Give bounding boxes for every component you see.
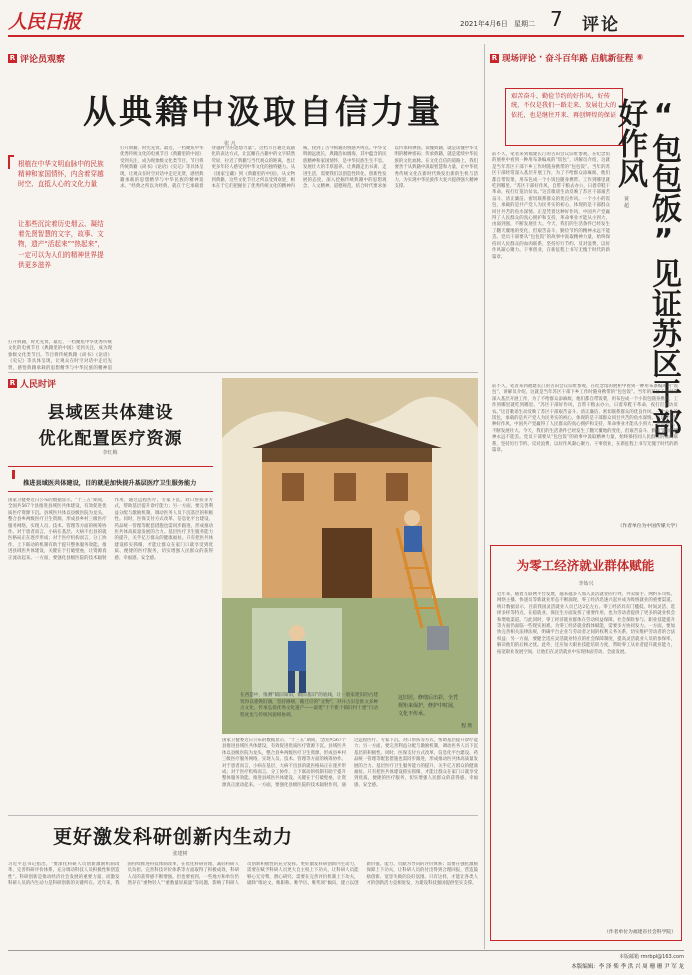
observation-section-label xyxy=(8,377,56,390)
scene-footnote: （作者单位为中国传媒大学） xyxy=(617,524,680,529)
scene-section-text: 现场评论 xyxy=(502,54,537,64)
page-name: 评论 xyxy=(582,15,620,35)
flexible-body: 近年来，随着互联网平台发展，越来越多人加入灵活就业的行列，外卖骑手、网约车司机、网络主播、快递员等新就业形态不断涌现，零工经济迅速兴起并成为吸纳就业的重要渠道。统计数据显示，目前我国灵活就业人员已达2亿左右。零工经济具有门槛低、时间灵活、选择多样等特点，在稳就业、保民生方面发挥了重要作用，也为劳动者提供了更多的就业机会和增收渠道。与此同时，零工经济就业群体在劳动权益保障、社会保险参与、职业技能提升等方面仍面临一些现实困难。为零工经济就业群体赋能，需要多方协同发力。一方面，要加快完善相关法律法规，明确平台企业与劳动者之间的权利义务关系，切实维护劳动者的合法权益；另一方面，要健全适应灵活就业特点的社会保障制度，提高灵活就业人员的参保率，解决他们的后顾之忧。此外，还应加大职业技能培训力度，帮助零工从业者提升就业能力，拓宽职业发展空间，让他们在灵活就业中实现体面劳动、全面发展。 xyxy=(497,592,675,655)
commentator-author: 张 凡 xyxy=(224,141,236,147)
weekday-text: 星期二 xyxy=(513,20,535,28)
scene-quote-box xyxy=(505,88,623,146)
flexible-footnote: （作者单位为福建省社会科学院） xyxy=(604,930,676,935)
scene-body-narrow: 前不久，笔者来到福建长汀的古田会议旧址参观，在纪念馆的展柜中看到一种用布条编成的“饭包”，讲解员介绍，这就是当年苏区干部下乡工作时随身携带的“包包饭”。当年的苏区干部经常深入基层开展工作，为了不给群众添麻烦，他们都自带饭菜，用布包成一个小饭包随身携带，工作到哪里就吃到哪里。“苏区干部好作风，自带干粮去办公，日着草鞋干革命，夜打灯笼访贫农。”这首歌谣生动反映了苏区干部艰苦奋斗、清正廉洁、密切联系群众的优良作风。一个小小的饭包，承载的是共产党人为民务实的初心，体现的是干部群众同甘共苦的鱼水深情。正是凭着这种好作风，中国共产党赢得了人民群众的真心拥护和支持，革命事业才能从小到大、由弱到强，不断发展壮大。今天，我们的生活条件已经发生了翻天覆地的变化，但艰苦奋斗、勤俭节约的精神永远不能丢。党员干部要从“包包饭”的故事中汲取精神力量，始终保持同人民群众的血肉联系，坚持厉行节约、反对浪费，以好作风凝心聚力、干事创业，在新征程上书写无愧于时代的新篇章。 xyxy=(492,152,610,260)
observation-body: 国家卫健委近日公布的数据显示，“十三五”期间，全国共567个县推进县域医共体建设，有效促进优质医疗资源下沉。县域医共体以县级医院为龙头，整合县乡两级医疗卫生资源，形成县乡村三级医疗服务网络，实现人员、技术、管理等方面的统筹协作。对于患者而言，小病在基层、大病不出县的就医格局正在逐步形成；对于医疗机构而言，分工协作、上下联动的机制有助于提升整体服务效能。推进县域医共体建设，关键在于打破壁垒，让资源真正流动起来。一方面，要强化县级医院的技术辐射作用，通过远程医疗、专家下沉、对口帮扶等方式，帮助基层提升诊疗能力；另一方面，要完善利益分配与激励机制，调动医务人员下沉基层的积极性。同时，医保支付方式改革、信息化平台建设、药品统一管理等配套措施也需同步跟进，形成推动医共体高质量发展的合力。基层医疗卫生服务能力的提升，关乎亿万群众的健康福祉。只有把医共体建设抓实抓细，才能让群众在家门口就享受到优质、便捷的医疗服务，切实增强人民群众的获得感、幸福感、安全感。 xyxy=(8,498,213,561)
commentator-section-text: 评论员观察 xyxy=(20,55,66,65)
flexible-headline: 为零工经济就业群体赋能 xyxy=(516,558,655,573)
commentator-pullquote xyxy=(8,155,112,345)
innovation-author: 张建树 xyxy=(172,851,188,857)
scene-section-label xyxy=(490,52,643,64)
masthead-rule xyxy=(8,35,684,37)
innovation-body: 习近平总书记指出，“要深化科研人员创新激励机制改革，完善科研评价体系，充分调动科技人员积极性和创造性”。科研创新是推动经济社会发展的重要力量，而激发科研人员的内生动力是科研创新的关键所在。近年来，我国持续推进科技体制改革，在优化科研管理、减轻科研人员负担、完善科技评价体系等方面取得了积极成效，科研人员的获得感不断增强。但也要看到，一些地方和单位仍然存在“重物轻人”“重数量轻质量”等问题，影响了科研人员创新积极性的充分发挥。更好激发科研创新内生动力，需要在赋予科研人员更大自主权上下功夫，让科研人员能够心无旁骛、潜心研究；需要在完善评价机制上下功夫，破除“唯论文、唯职称、唯学历、唯奖项”倾向，建立以创新价值、能力、贡献为导向的评价体系；需要在强化激励保障上下功夫，让科研人员的付出得到合理回报，营造鼓励创新、宽容失败的良好氛围。只有这样，才能让各类人才的创新活力竞相迸发，为建设科技强国提供坚实支撑。 xyxy=(8,862,478,887)
issue-date xyxy=(460,19,535,29)
illustration-caption: 在西造中，推测”镇旧知旧，镇旧基旧”的底线，让一般家建旧的古建筑得以重焕旧旗，坚持修缮，搬迁应的”文物”，对并古旧是推文多种古文化，传承弘扬优秀文化遗产——最建”十个新十镇旧村十建”行动程度也与传统风貌相协调。 xyxy=(240,693,378,718)
pullquote-text-1: 根植在中华文明血脉中的民族精神和家国情怀，内含着穿越时空、直抵人心的文化力量 xyxy=(18,160,104,189)
section-marker-icon: R xyxy=(9,54,16,62)
section-divider xyxy=(8,372,478,373)
observation-lead xyxy=(8,466,213,492)
commentator-body: 打开典籍，时光先贤。最近，一档聚焦中华优秀传统文化的电视节目《典籍里的中国》受到关注，成为现象级文化类节目。节目将传统典籍《尚书》《论语》《史记》等具体呈现，让观众在时空对话中走近先贤，感悟典籍承载的思想精华与中华民族的精神追求。“经典之所以为经典，就在于它承载着穿越时空的思想力量”。这档节目通过戏剧化的表达方式，让沉睡在古籍中的文字跃然荧屏，拉近了典籍与当代观众的距离，也让更多年轻人感受到中华文化的独特魅力。从《国家宝藏》到《典籍里的中国》，从文物到典籍，这些文化节目之所以受到欢迎，根本在于它们把握住了优秀传统文化的精神内核，找到了古今相通的情感共鸣点。中华文明源远流长，典籍浩如烟海，其中蕴含的民族精神和家国情怀，是中华民族生生不息、发展壮大的丰厚滋养。让典籍走出书斋、走进生活，需要我们以创造性转化、创新性发展的态度，深入挖掘传统典籍中的思想观念、人文精神、道德规范，结合时代要求加以传承和弹扬。读懂典籍，就是读懂中华文明的精神密码；传承典籍，就是延续中华民族的文化血脉。在文化自信的道路上，我们要善于从典籍中汲取智慧和力量，让中华优秀传统文化在新时代焕发出新的生机与活力，为实现中华民族伟大复兴提供强大精神支撑。 xyxy=(120,146,478,190)
footer-note: 本版邮箱 rmrbpl@163.com xyxy=(618,954,684,960)
flexible-author: 李始兴 xyxy=(578,581,594,587)
flexible-box xyxy=(490,545,682,941)
illustrator-credit: 程 然 xyxy=(461,724,472,729)
footer-editors: 本版编辑：李 泽 柴 季 洪 兴 周 珊 珊 尹 军 龙 xyxy=(571,964,684,970)
observation-headline-2: 优化配置医疗资源 xyxy=(38,429,183,449)
scene-badge: ⑥ xyxy=(636,53,644,63)
illustration-poem: 这旧居，修缮后出彩，全凭规矩来保护，修护中时展，文化不传承。 xyxy=(398,695,459,717)
section-divider-2 xyxy=(8,815,478,816)
pullquote-text-2: 让那些沉淀着历史烟云、凝结着先贤智慧的文字，故事、文物，遗产“活起来”“热起来”，一定可以为人们的精神世界提供更多滋养 xyxy=(18,220,105,269)
pullquote-bracket xyxy=(8,155,14,169)
commentator-headline: 从典籍中汲取自信力量 xyxy=(83,92,443,131)
scene-headline: “包包饭”见证苏区干部好作风 xyxy=(612,98,681,438)
commentator-section-label xyxy=(8,52,65,65)
column-divider xyxy=(484,44,485,949)
observation-lead-text: 推进县域医共体建设，目的就是加快提升基层医疗卫生服务能力 xyxy=(23,480,197,487)
newspaper-logo: 人民日报 xyxy=(8,11,81,33)
section-dot-icon: · xyxy=(539,53,543,63)
observation-section-text: 人民时评 xyxy=(20,380,57,390)
scene-subsection-text: 奋斗百年路 启航新征程 xyxy=(545,54,634,64)
section-marker-icon-3: R xyxy=(491,53,498,62)
section-marker-icon-2: R xyxy=(9,379,16,387)
observation-author: 李红梅 xyxy=(102,450,118,456)
masthead xyxy=(8,6,684,34)
scene-author: 黄 超 xyxy=(623,196,629,208)
lead-marker-icon xyxy=(12,470,15,479)
commentator-body-left: 打开典籍，时光先贤。最近，一档聚焦中华优秀传统文化的电视节目《典籍里的中国》受到关注，成为现象级文化类节目。节目将传统典籍《尚书》《论语》《史记》等具体呈现，让观众在时空对话中走近先贤，感悟典籍承载的思想精华与中华民族的精神追 xyxy=(8,340,112,370)
date-text: 2021年4月6日 xyxy=(460,20,508,28)
footer-rule xyxy=(8,950,684,951)
scene-quote-text: 艰苦奋斗、勤俭节约的好作风，好传统，不仅是我们一路走来、发展壮大的依托，也是继往开来、再创辉煌的保证 xyxy=(511,93,617,119)
observation-headline-1: 县域医共体建设 xyxy=(47,403,174,423)
illustration xyxy=(222,378,478,734)
innovation-headline: 更好激发科研创新内生动力 xyxy=(52,826,293,848)
illustration-drawing xyxy=(222,378,478,734)
page-number: 7 xyxy=(550,7,563,31)
observation-body-right: 国家卫健委近日公布的数据显示，“十三五”期间，全国共567个县推进县域医共体建设，有效促进优质医疗资源下沉。县域医共体以县级医院为龙头，整合县乡两级医疗卫生资源，形成县乡村三级医疗服务网络，实现人员、技术、管理等方面的统筹协作。对于患者而言，小病在基层、大病不出县的就医格局正在逐步形成；对于医疗机构而言，分工协作、上下联动的机制有助于提升整体服务效能。推进县域医共体建设，关键在于打破壁垒，让资源真正流动起来。一方面，要强化县级医院的技术辐射作用，通过远程医疗、专家下沉、对口帮扶等方式，帮助基层提升诊疗能力；另一方面，要完善利益分配与激励机制，调动医务人员下沉基层的积极性。同时，医保支付方式改革、信息化平台建设、药品统一管理等配套措施也需同步跟进，形成推动医共体高质量发展的合力。基层医疗卫生服务能力的提升，关乎亿万群众的健康福祉。只有把医共体建设抓实抓细，才能让群众在家门口就享受到优质、便捷的医疗服务，切实增强人民群众的获得感、幸福感、安全感。 xyxy=(222,738,478,788)
scene-body-wide: 前不久，笔者来到福建长汀的古田会议旧址参观，在纪念馆的展柜中看到一种用布条编成的“饭包”，讲解员介绍，这就是当年苏区干部下乡工作时随身携带的“包包饭”。当年的苏区干部经常深入基层开展工作，为了不给群众添麻烦，他们都自带饭菜，用布包成一个小饭包随身携带，工作到哪里就吃到哪里。“苏区干部好作风，自带干粮去办公，日着草鞋干革命，夜打灯笼访贫农。”这首歌谣生动反映了苏区干部艰苦奋斗、清正廉洁、密切联系群众的优良作风。一个小小的饭包，承载的是共产党人为民务实的初心，体现的是干部群众同甘共苦的鱼水深情。正是凭着这种好作风，中国共产党赢得了人民群众的真心拥护和支持，革命事业才能从小到大、由弱到强，不断发展壮大。今天，我们的生活条件已经发生了翻天覆地的变化，但艰苦奋斗、勤俭节约的精神永远不能丢。党员干部要从“包包饭”的故事中汲取精神力量，始终保持同人民群众的血肉联系，坚持厉行节约、反对浪费，以好作风凝心聚力、干事创业，在新征程上书写无愧于时代的新篇章。 xyxy=(492,384,678,454)
